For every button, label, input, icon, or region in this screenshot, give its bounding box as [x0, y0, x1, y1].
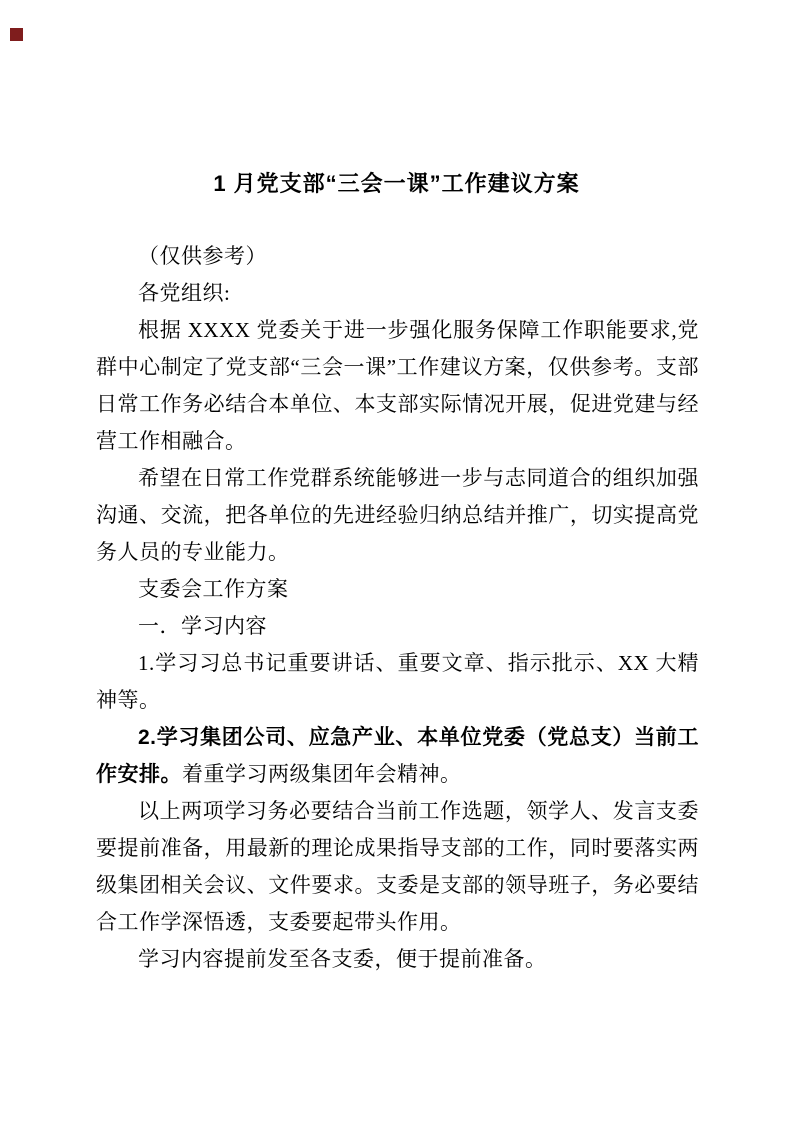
study-item-2-bold-lead: 2.学习集团公司、应急产业、本单位党委（党总支）当前工作安排。: [96, 726, 699, 786]
study-item-2-rest: 着重学习两级集团年会精神。: [182, 762, 462, 786]
paragraph-intro: 根据 XXXX 党委关于进一步强化服务保障工作职能要求,党群中心制定了党支部“三会一课”工作建议方案，仅供参考。支部日常工作务必结合本单位、本支部实际情况开展，促进党建与经营工作相融合。: [96, 318, 699, 453]
paragraph-distribute-content: 学习内容提前发至各支委，便于提前准备。: [138, 947, 547, 971]
note-reference-only: （仅供参考）: [138, 244, 267, 268]
heading-study-content: 一．学习内容: [138, 614, 267, 638]
salutation-party-organizations: 各党组织:: [138, 281, 231, 305]
study-item-1: 1.学习习总书记重要讲话、重要文章、指示批示、XX 大精神等。: [96, 651, 699, 712]
study-item-2: [96, 719, 699, 793]
heading-committee-work-plan: 支委会工作方案: [138, 577, 289, 601]
corner-mark: [10, 28, 23, 41]
document-title: 1 月党支部“三会一课”工作建议方案: [213, 171, 580, 196]
paragraph-hope: 希望在日常工作党群系统能够进一步与志同道合的组织加强沟通、交流，把各单位的先进经验归纳总结并推广，切实提高党务人员的专业能力。: [96, 466, 699, 564]
document-body: [96, 238, 699, 978]
paragraph-study-requirements: 以上两项学习务必要结合当前工作选题，领学人、发言支委要提前准备，用最新的理论成果指导支部的工作，同时要落实两级集团相关会议、文件要求。支委是支部的领导班子，务必要结合工作学深悟透，支委要起带头作用。: [96, 799, 699, 934]
